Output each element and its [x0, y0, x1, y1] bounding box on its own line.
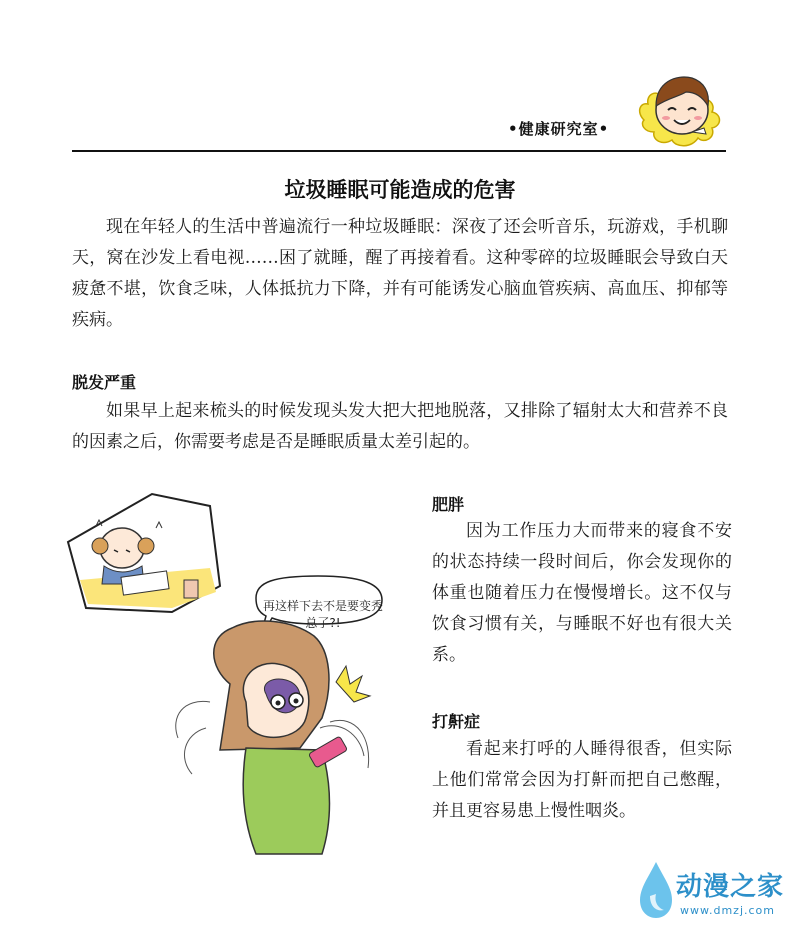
section-body-snoring: 看起来打呼的人睡得很香，但实际上他们常常会因为打鼾而把自己憋醒，并且更容易患上慢性咽炎。: [432, 739, 732, 821]
speech-bubble-text: 再这样下去不是要变秃总了?!: [262, 599, 383, 630]
section-heading-obesity: 肥胖: [432, 495, 465, 514]
section-body-obesity: 因为工作压力大而带来的寝食不安的状态持续一段时间后，你会发现你的体重也随着压力在慢慢增长。这不仅与饮食习惯有关，与睡眠不好也有很大关系。: [432, 521, 732, 665]
intro-paragraph: 现在年轻人的生活中普遍流行一种垃圾睡眠：深夜了还会听音乐，玩游戏，手机聊天，窝在沙发上看电视……困了就睡，醒了再接着看。这种零碎的垃圾睡眠会导致白天疲惫不堪，饮食乏味，人体抵抗力下降，并有可能诱发心脑血管疾病、高血压、抑郁等疾病。: [72, 217, 728, 330]
section-label: •健康研究室•: [508, 120, 610, 138]
article-title: 垃圾睡眠可能造成的危害: [284, 178, 516, 202]
watermark-brand: 动漫之家: [676, 872, 785, 902]
mascot-girl-icon: [632, 62, 732, 152]
watermark-drop-icon: [638, 860, 674, 920]
header-divider: [72, 150, 726, 152]
section-heading-hair-loss: 脱发严重: [72, 373, 137, 392]
section-body-hair-loss: 如果早上起来梳头的时候发现头发大把大把地脱落，又排除了辐射太大和营养不良的因素之后，你需要考虑是否是睡眠质量太差引起的。: [72, 401, 728, 452]
cartoon-illustration: [60, 488, 410, 868]
watermark-url: www.dmzj.com: [680, 904, 775, 917]
section-heading-snoring: 打鼾症: [432, 712, 481, 731]
